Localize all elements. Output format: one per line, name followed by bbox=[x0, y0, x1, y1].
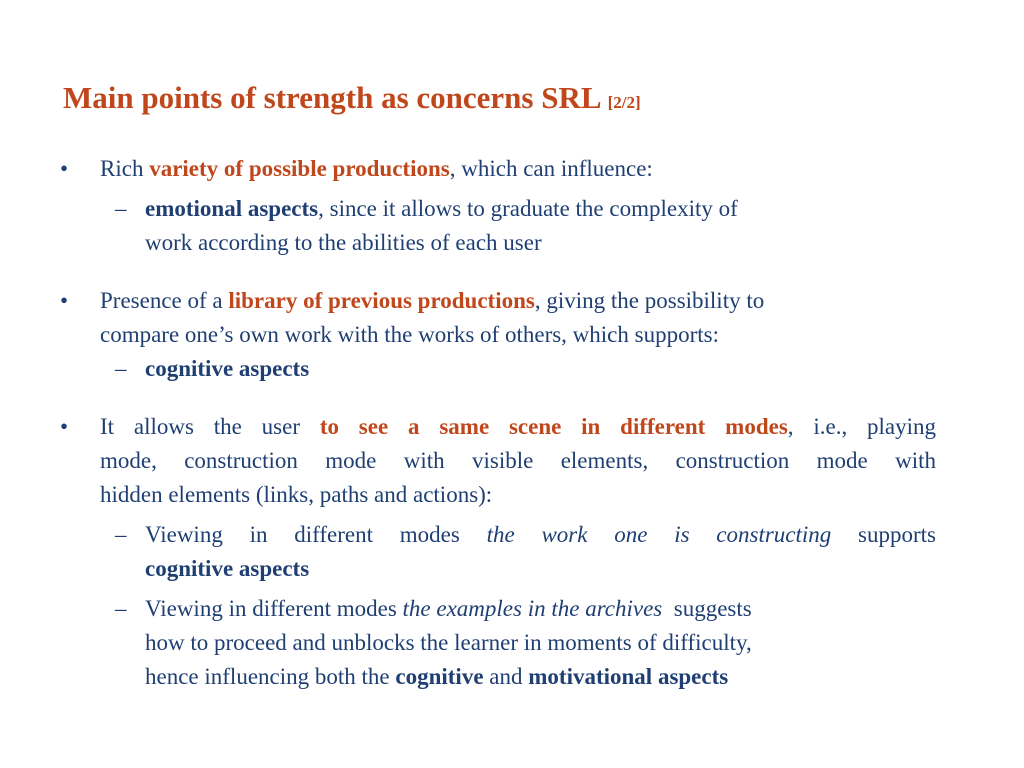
bullet-item-3: • It allows the user to see a same scene in different modes, i.e., playing mode, construction mode with visible elements, construction mode with hidden elements (links, paths and actions): bbox=[60, 410, 936, 512]
highlight-phrase: variety of possible productions bbox=[149, 156, 450, 181]
italic-phrase: the examples in the archives bbox=[402, 596, 663, 621]
sub-item-2-1 bbox=[60, 352, 936, 386]
bold-phrase: motivational aspects bbox=[528, 664, 729, 689]
highlight-phrase: library of previous productions bbox=[228, 288, 535, 313]
bullet-marker: • bbox=[60, 288, 69, 313]
bold-phrase: cognitive aspects bbox=[145, 556, 310, 581]
sub-marker: – bbox=[115, 522, 127, 547]
bold-phrase: cognitive aspects bbox=[145, 356, 310, 381]
bullet-text-1: Rich variety of possible productions, which can influence: bbox=[100, 156, 653, 181]
sub-item-1-1: – emotional aspects, since it allows to graduate the complexity of work according to the abilities of each user bbox=[60, 192, 936, 260]
bold-phrase: cognitive bbox=[395, 664, 484, 689]
slide-page-indicator: [2/2] bbox=[607, 93, 641, 112]
bullet-marker: • bbox=[60, 414, 69, 439]
italic-phrase: the work one is constructing bbox=[486, 522, 832, 547]
sub-item-3-1: – Viewing in different modes the work one is constructing supports cognitive aspects bbox=[60, 518, 936, 586]
bullet-item-2: • Presence of a library of previous productions, giving the possibility to compare one’s own work with the works of others, which supports: bbox=[60, 284, 936, 352]
sub-marker: – bbox=[115, 596, 127, 621]
bullet-item-1 bbox=[60, 152, 936, 186]
slide-content bbox=[60, 152, 936, 694]
bullet-marker: • bbox=[60, 156, 69, 181]
slide-title-text: Main points of strength as concerns SRL bbox=[63, 80, 600, 115]
sub-item-3-2: – Viewing in different modes the examples in the archives suggests how to proceed and unblocks the learner in moments of difficulty, hence influencing both the cognitive and motivational aspects bbox=[60, 592, 936, 694]
bold-phrase: emotional aspects bbox=[145, 196, 319, 221]
highlight-phrase: to see a same scene in different modes bbox=[319, 414, 788, 439]
sub-marker: – bbox=[115, 196, 127, 221]
slide-title bbox=[63, 80, 641, 116]
sub-marker: – bbox=[115, 356, 127, 381]
